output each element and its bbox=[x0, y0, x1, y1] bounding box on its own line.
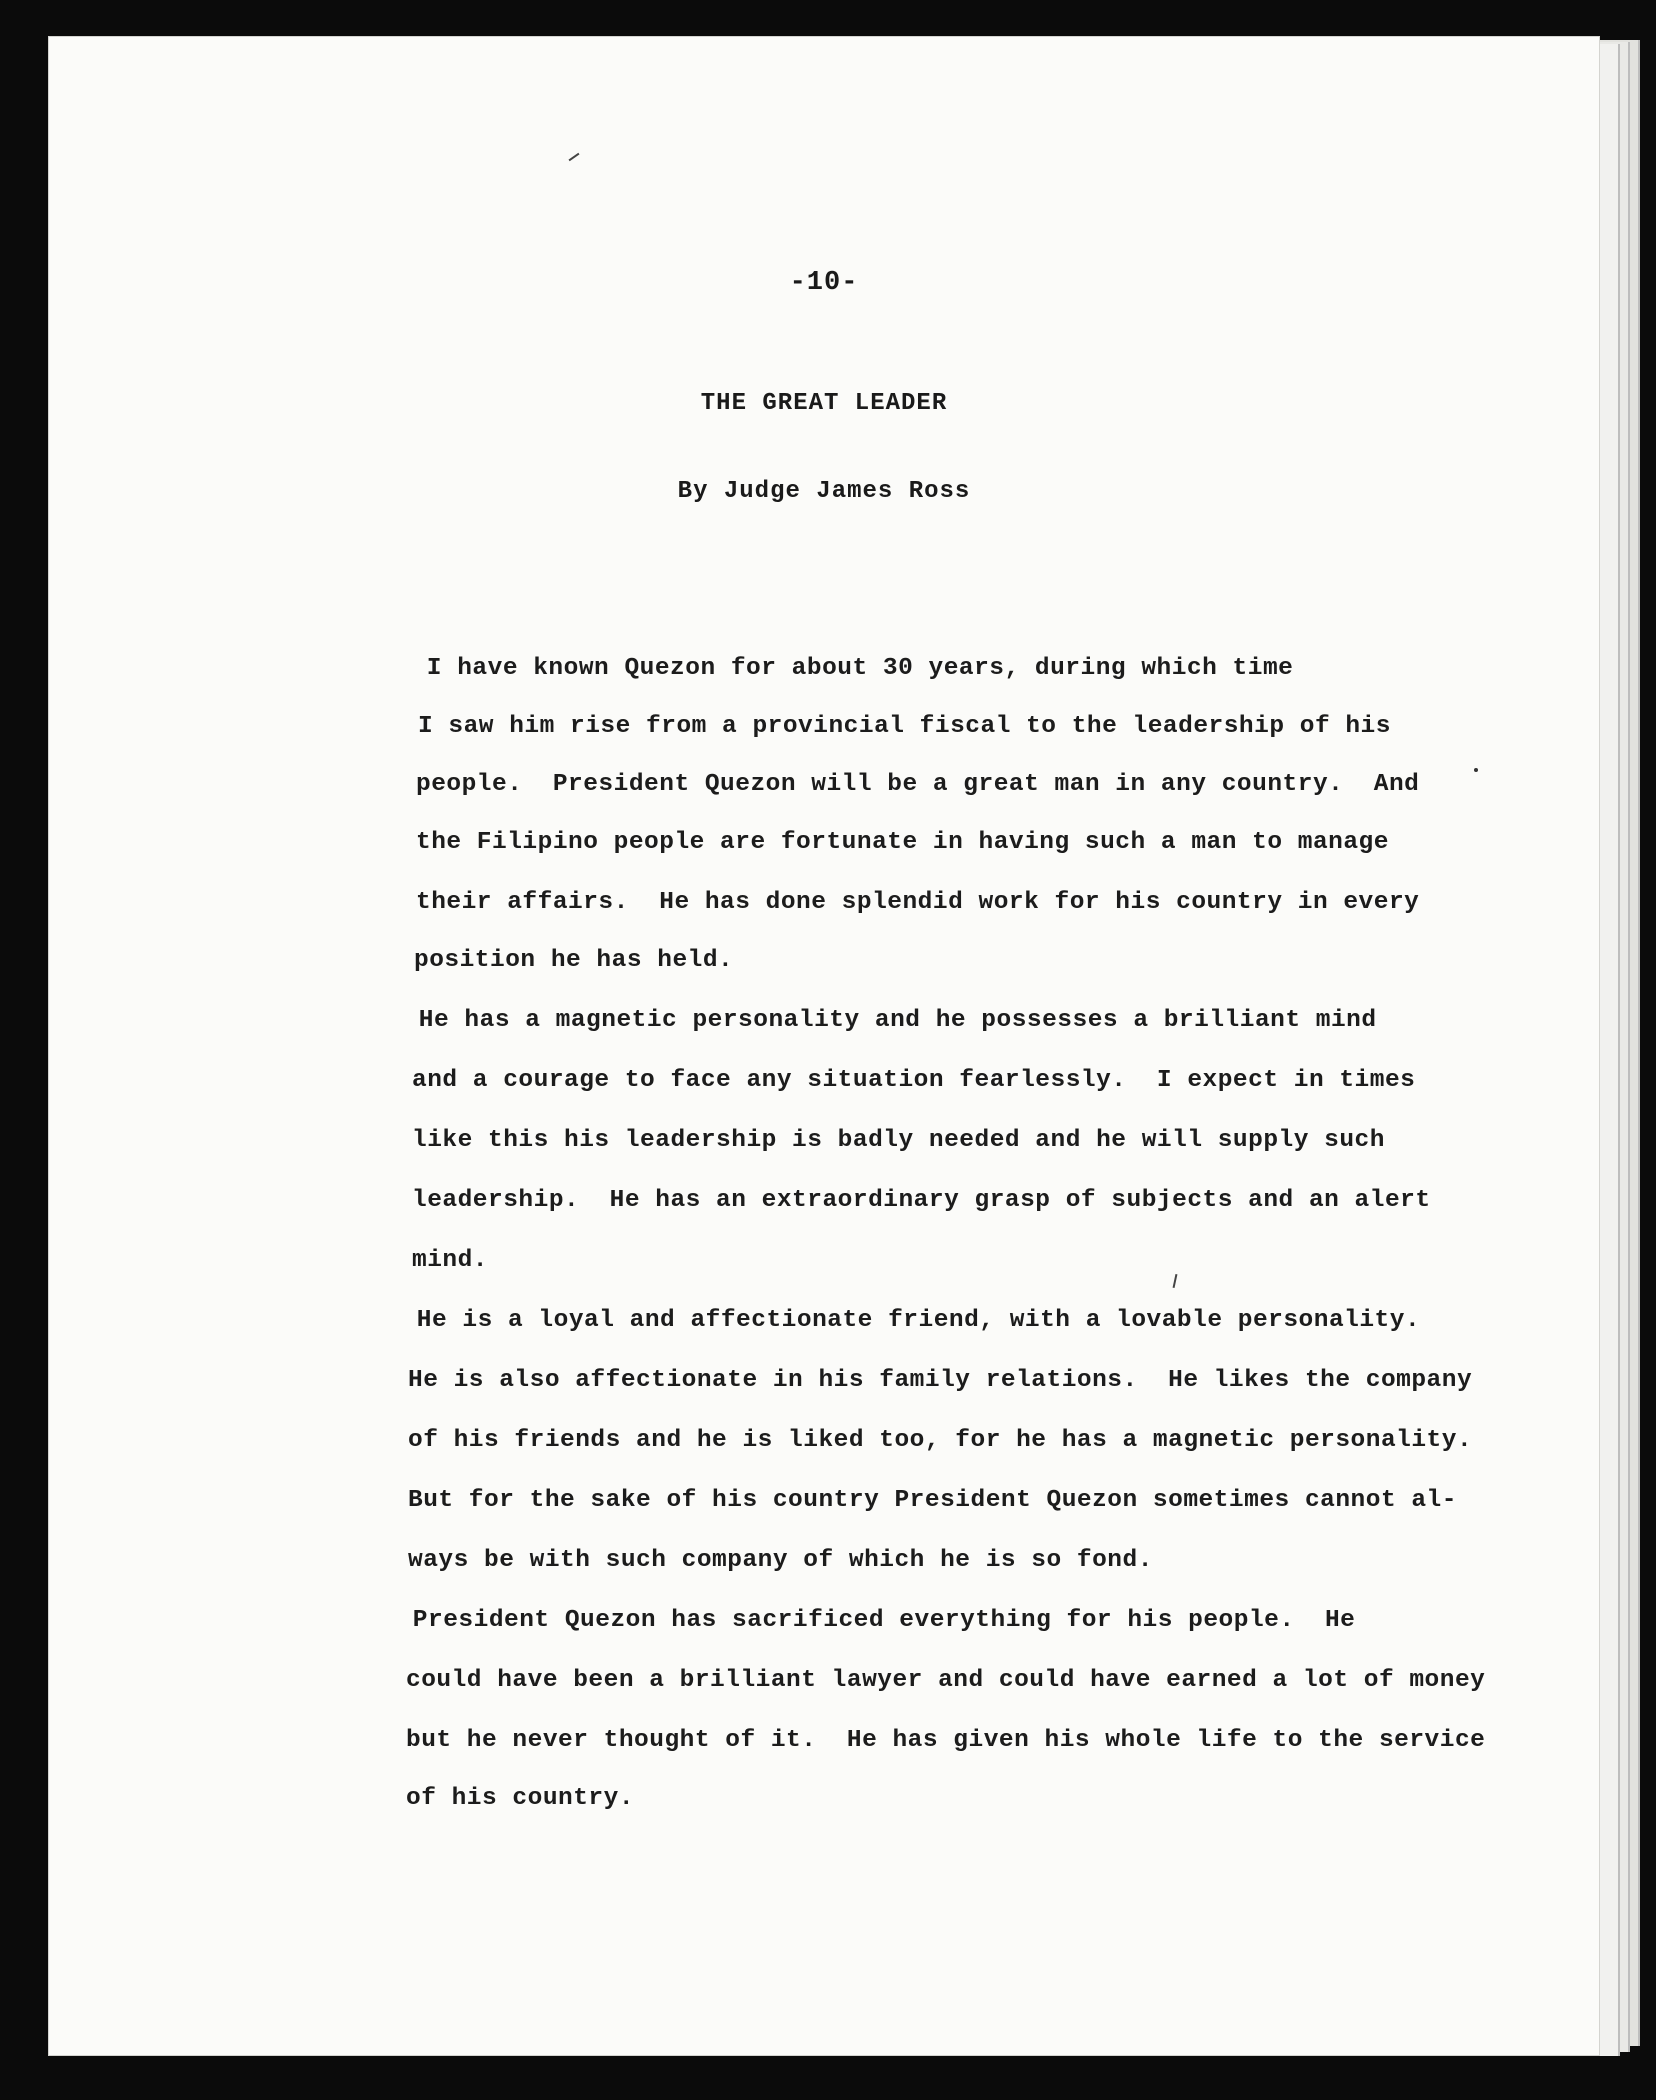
text-line: I have known Quezon for about 30 years, during which time bbox=[366, 655, 1294, 682]
text-line: people. President Quezon will be a great man in any country. And bbox=[416, 771, 1420, 798]
text-line: President Quezon has sacrificed everything for his people. He bbox=[352, 1607, 1356, 1634]
document-page bbox=[48, 36, 1600, 2056]
text-line: He is a loyal and affectionate friend, with a lovable personality. bbox=[356, 1307, 1421, 1334]
text-line: the Filipino people are fortunate in having such a man to manage bbox=[416, 829, 1389, 856]
text-line: their affairs. He has done splendid work for his country in every bbox=[416, 889, 1420, 916]
text-line: mind. bbox=[412, 1247, 489, 1274]
text-line: But for the sake of his country President Quezon sometimes cannot al- bbox=[408, 1487, 1457, 1514]
text-line: of his friends and he is liked too, for he has a magnetic personality. bbox=[408, 1427, 1473, 1454]
pen-mark bbox=[569, 153, 580, 162]
text-line: He has a magnetic personality and he possesses a brilliant mind bbox=[358, 1007, 1377, 1034]
text-line: leadership. He has an extraordinary grasp of subjects and an alert bbox=[412, 1187, 1431, 1214]
text-line: but he never thought of it. He has given his whole life to the service bbox=[406, 1727, 1486, 1754]
text-line: like this his leadership is badly needed and he will supply such bbox=[412, 1127, 1385, 1154]
text-line: and a courage to face any situation fearlessly. I expect in times bbox=[412, 1067, 1416, 1094]
text-line: ways be with such company of which he is so fond. bbox=[408, 1547, 1153, 1574]
pen-mark bbox=[1173, 1274, 1178, 1288]
speck bbox=[1474, 768, 1478, 772]
text-line: He is also affectionate in his family relations. He likes the company bbox=[408, 1367, 1473, 1394]
page-number: -10- bbox=[789, 268, 859, 298]
document-title: THE GREAT LEADER bbox=[700, 390, 948, 417]
text-line: of his country. bbox=[406, 1785, 635, 1812]
text-line: position he has held. bbox=[414, 947, 734, 974]
text-line: I saw him rise from a provincial fiscal to the leadership of his bbox=[418, 713, 1391, 740]
text-line: could have been a brilliant lawyer and could have earned a lot of money bbox=[406, 1667, 1486, 1694]
byline: By Judge James Ross bbox=[677, 478, 971, 505]
